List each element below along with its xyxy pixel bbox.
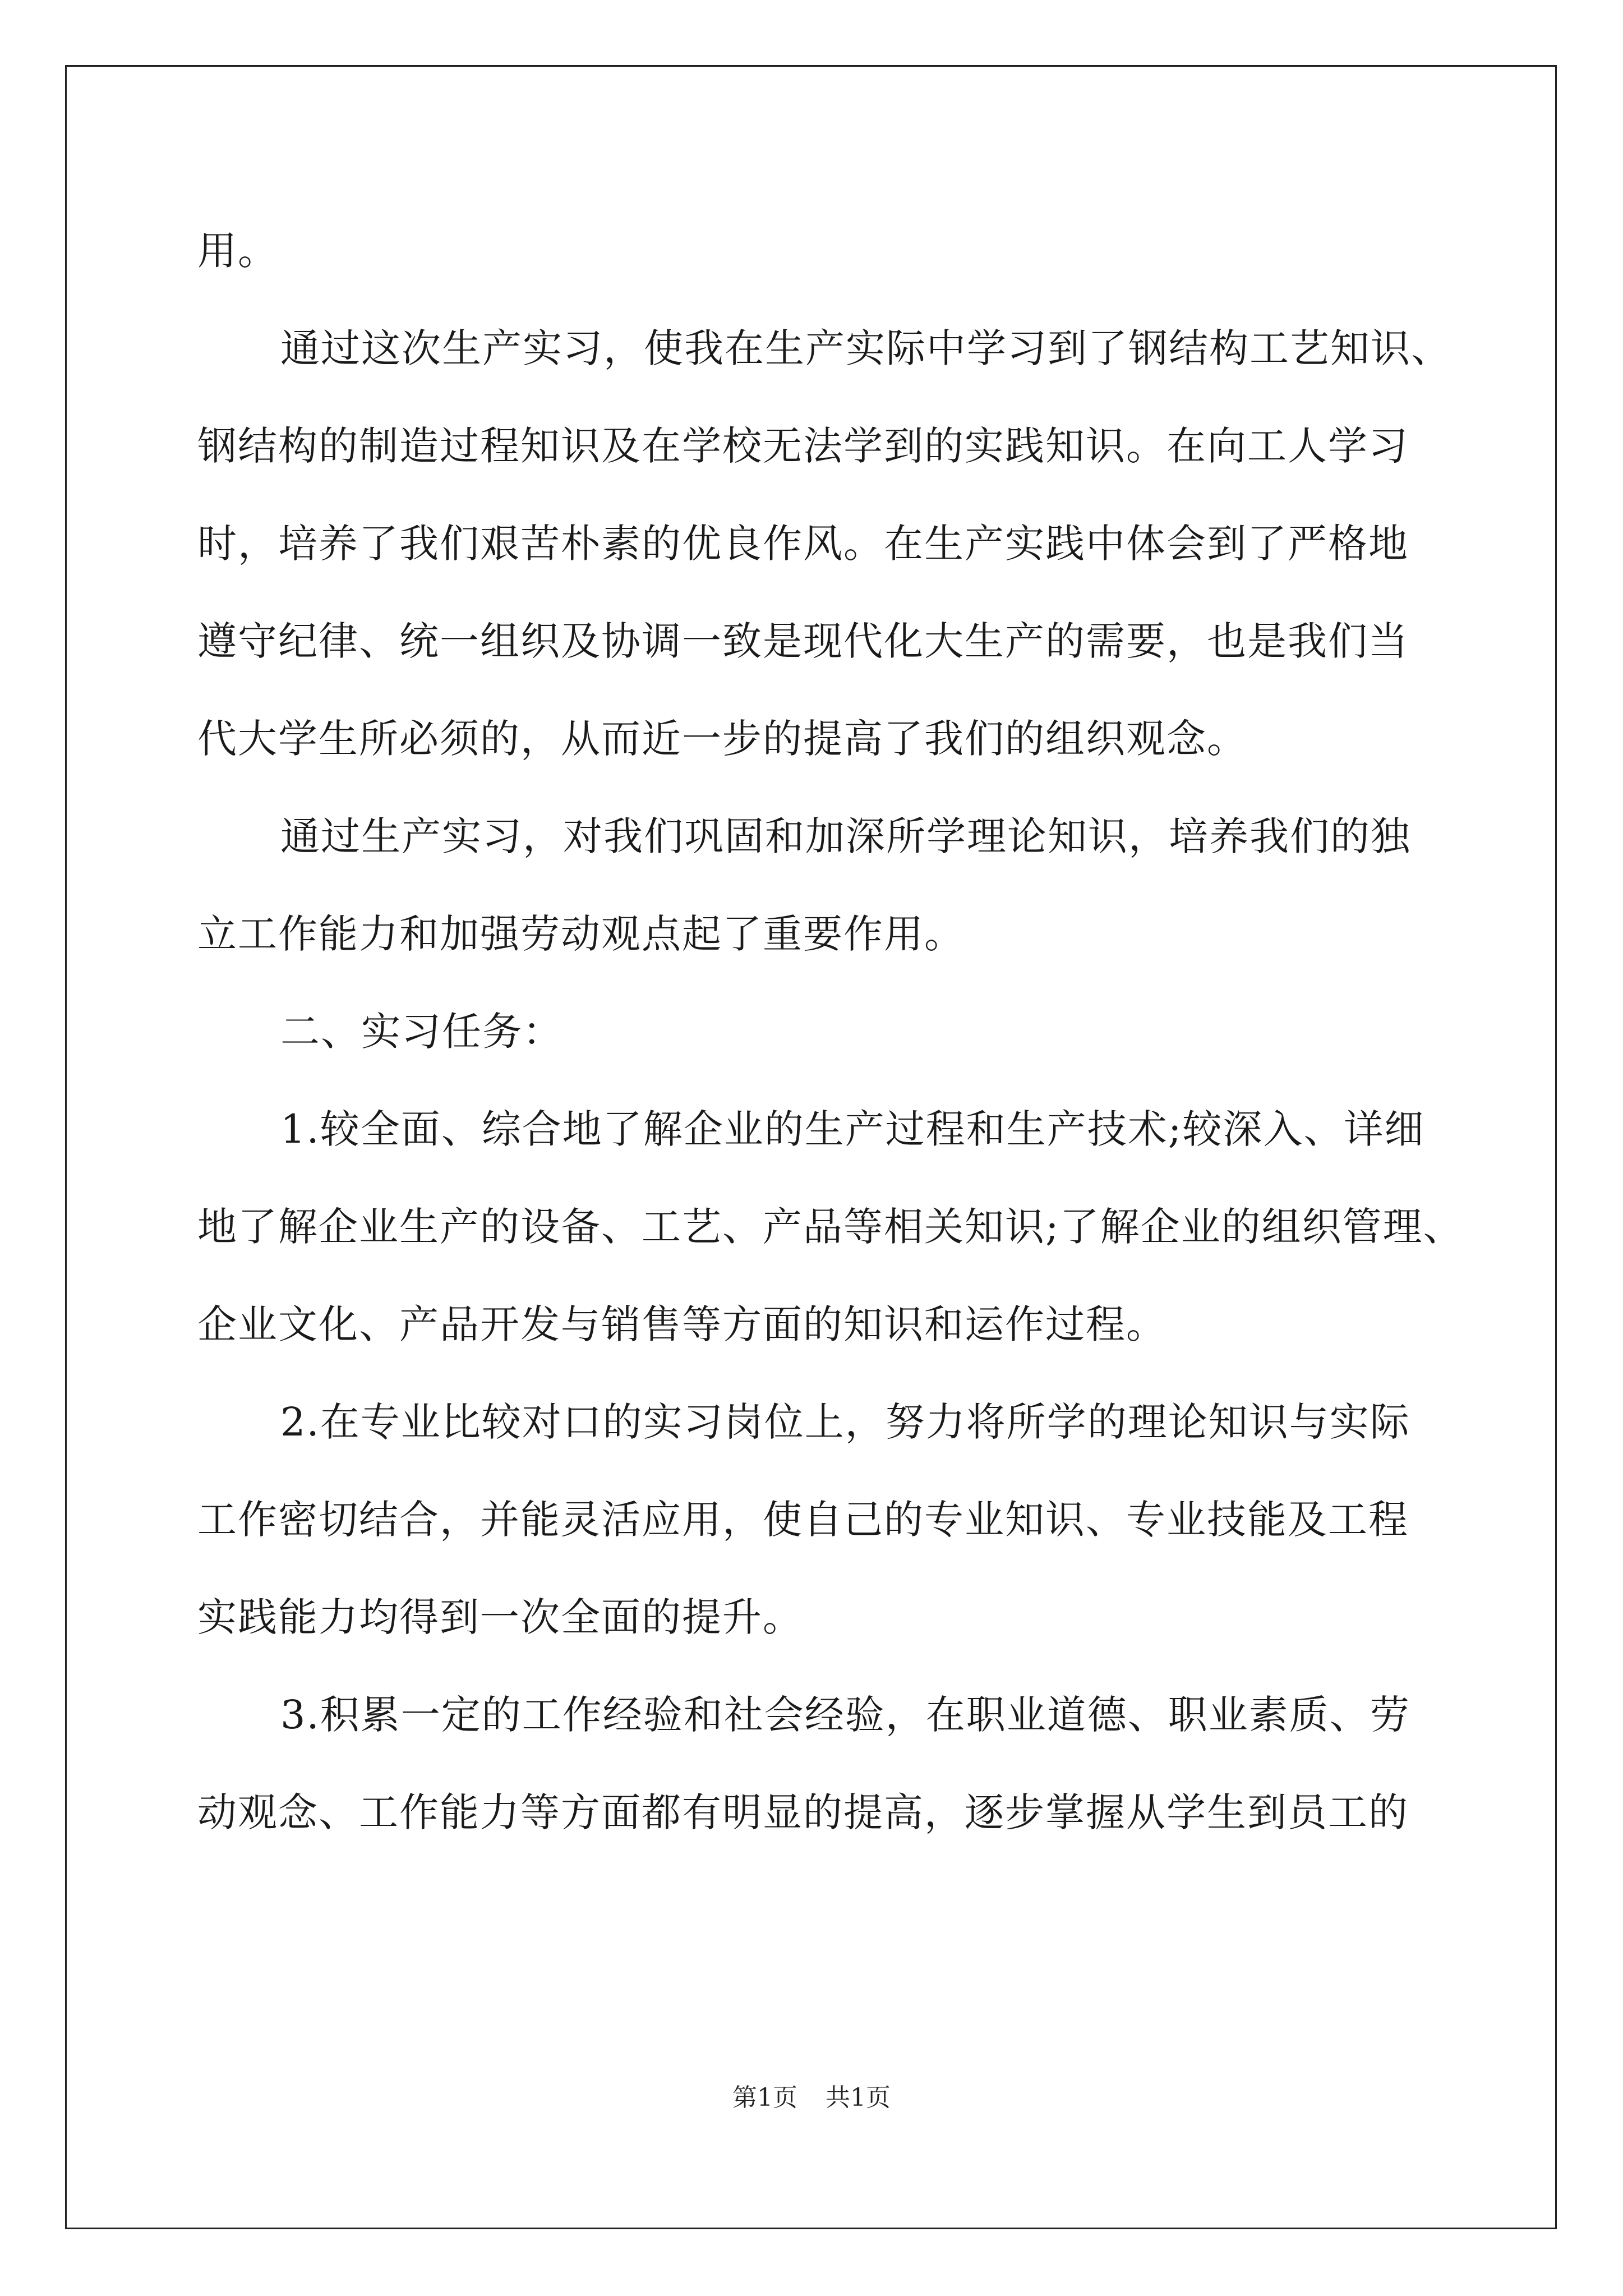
text-line: 1.较全面、综合地了解企业的生产过程和生产技术;较深入、详细 — [280, 1106, 1425, 1152]
text-line: 地了解企业生产的设备、工艺、产品等相关知识;了解企业的组织管理、 — [197, 1204, 1464, 1250]
text-line: 遵守纪律、统一组织及协调一致是现代化大生产的需要，也是我们当 — [197, 618, 1409, 664]
text-line: 代大学生所必须的，从而近一步的提高了我们的组织观念。 — [197, 716, 1247, 762]
text-line: 2.在专业比较对口的实习岗位上，努力将所学的理论知识与实际 — [280, 1399, 1410, 1445]
text-line: 企业文化、产品开发与销售等方面的知识和运作过程。 — [197, 1301, 1166, 1347]
page-total: 共1页 — [826, 2083, 891, 2112]
text-line: 立工作能力和加强劳动观点起了重要作用。 — [197, 911, 965, 957]
text-line: 工作密切结合，并能灵活应用，使自己的专业知识、专业技能及工程 — [197, 1497, 1409, 1543]
text-line: 通过生产实习，对我们巩固和加深所学理论知识，培养我们的独 — [280, 813, 1411, 859]
text-line: 动观念、工作能力等方面都有明显的提高，逐步掌握从学生到员工的 — [197, 1789, 1409, 1835]
text-line: 钢结构的制造过程知识及在学校无法学到的实践知识。在向工人学习 — [197, 423, 1409, 469]
text-line: 3.积累一定的工作经验和社会经验，在职业道德、职业素质、劳 — [280, 1692, 1410, 1738]
page-number: 第1页 — [732, 2083, 797, 2112]
document-body — [197, 202, 1464, 1861]
section-heading: 二、实习任务： — [280, 1009, 563, 1055]
text-line: 用。 — [197, 228, 278, 274]
page-footer — [0, 2081, 1623, 2115]
text-line: 实践能力均得到一次全面的提升。 — [197, 1594, 803, 1640]
text-line: 通过这次生产实习，使我在生产实际中学习到了钢结构工艺知识、 — [280, 325, 1451, 371]
text-line: 时，培养了我们艰苦朴素的优良作风。在生产实践中体会到了严格地 — [197, 521, 1409, 567]
